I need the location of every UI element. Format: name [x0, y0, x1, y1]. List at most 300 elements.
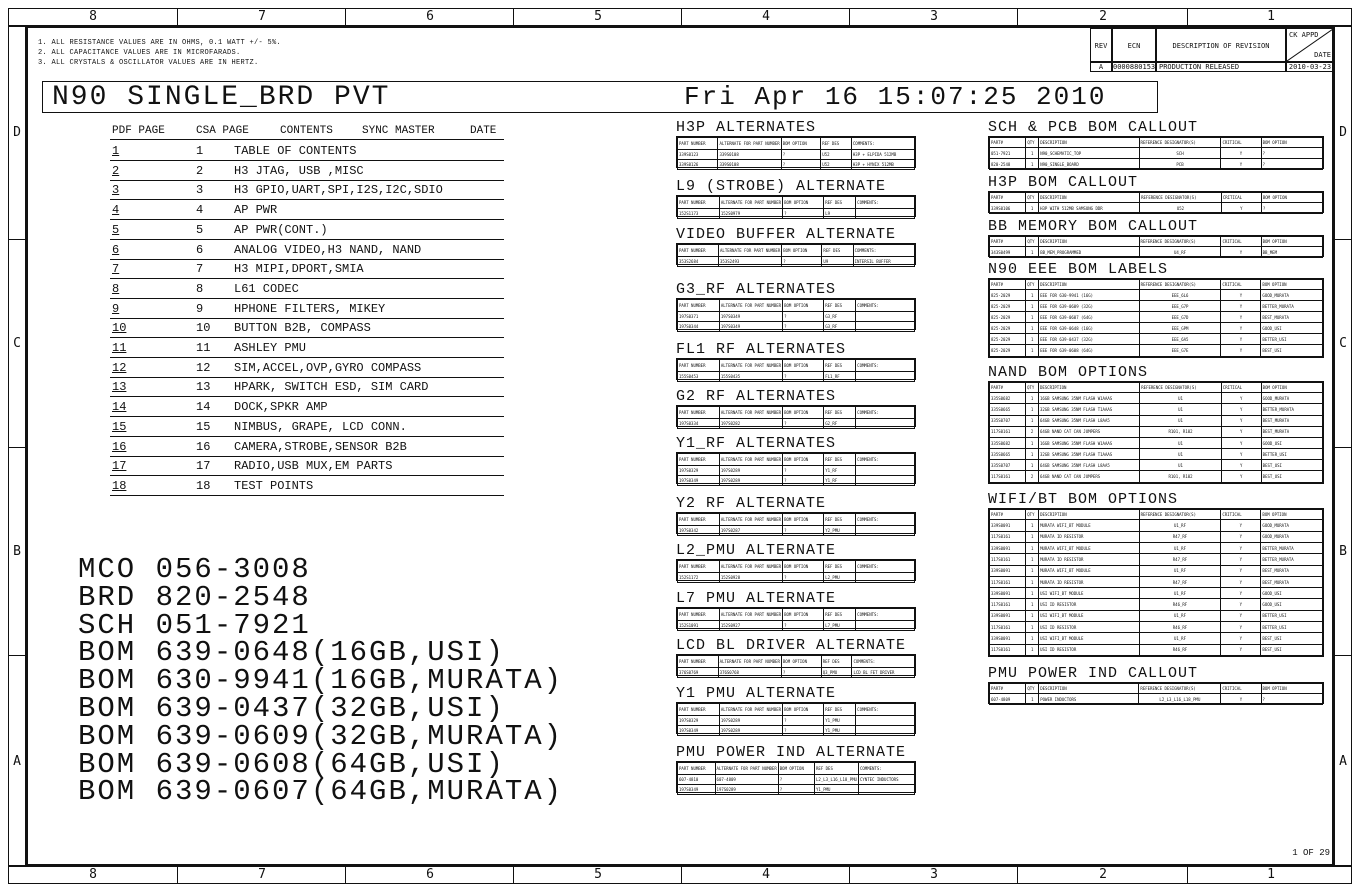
bom-cell: 1 — [1026, 301, 1039, 312]
alt-cell: 353S2684 — [678, 257, 719, 267]
bom-cell: BB_MEM_PROGRAMMED — [1039, 247, 1139, 258]
bom-cell: EEE FOR 639-0607 (64G) — [1039, 312, 1140, 323]
toc-pdf-page: 13 — [112, 380, 127, 395]
bom-cell: 825-2029 — [990, 323, 1026, 334]
alternate-table — [676, 405, 916, 427]
bom-cell: 1 — [1026, 599, 1039, 610]
alt-header-cell: ALTERNATE FOR PART NUMBER — [719, 245, 782, 257]
bom-cell: EEE FOR 639-0609 (32G) — [1039, 301, 1140, 312]
alternate-table — [676, 195, 916, 217]
bom-cell: BEST_USI — [1261, 471, 1322, 482]
bom-cell: GOOD_USI — [1261, 588, 1323, 599]
bom-header-cell: DESCRIPTION — [1039, 237, 1139, 247]
alternate-title: G3_RF ALTERNATES — [676, 281, 837, 298]
zone-strip-left — [8, 26, 26, 866]
toc-pdf-page: 17 — [112, 459, 127, 474]
bom-cell: 1 — [1026, 323, 1039, 334]
alt-header-cell: ALTERNATE FOR PART NUMBER — [719, 407, 782, 419]
alt-header-cell: COMMENTS: — [856, 407, 915, 419]
bom-cell: Y — [1221, 610, 1261, 621]
alt-header-cell: REF DES — [822, 245, 853, 257]
bom-cell: 335S0707 — [990, 460, 1026, 471]
bom-cell: ? — [1261, 148, 1322, 159]
alternate-table — [676, 358, 916, 380]
bom-callout-title: SCH & PCB BOM CALLOUT — [988, 119, 1199, 136]
alt-cell: 197S0371 — [678, 312, 720, 322]
alt-cell: ? — [783, 476, 824, 486]
alt-cell: G3_RF — [824, 312, 856, 322]
bom-cell: R46_RF — [1139, 599, 1221, 610]
toc-row — [110, 358, 504, 378]
toc-pdf-page: 4 — [112, 203, 120, 218]
zone-strip-right — [1334, 26, 1352, 866]
bom-cell: R47_RF — [1139, 554, 1221, 565]
bom-cell: 1 — [1026, 460, 1039, 471]
bom-header-cell: DESCRIPTION — [1039, 510, 1140, 520]
toc-row — [110, 180, 504, 200]
bom-cell: U1 — [1140, 415, 1222, 426]
alt-header-cell: BOM OPTION — [781, 138, 821, 150]
bom-callout-title: WIFI/BT BOM OPTIONS — [988, 491, 1179, 508]
alt-header-cell: PART NUMBER — [678, 138, 718, 150]
toc-csa-page: 4 — [196, 203, 204, 218]
alt-header-cell: PART NUMBER — [678, 514, 720, 526]
zone-label: 4 — [681, 9, 850, 25]
bom-header-cell: QTY — [1026, 280, 1039, 290]
bom-cell: 343S0499 — [990, 247, 1026, 258]
bom-callout-table — [988, 508, 1324, 657]
zone-label: 8 — [89, 9, 97, 24]
bom-cell: BEST_USI — [1261, 460, 1322, 471]
bom-cell: 2 — [1026, 471, 1039, 482]
bom-header-cell: BOM OPTION — [1261, 138, 1322, 148]
bom-header-cell: BOM OPTION — [1261, 280, 1323, 290]
bom-cell: 64GB NAND CAT CAN JUMPERS — [1038, 471, 1139, 482]
alternate-title: FL1 RF ALTERNATES — [676, 341, 847, 358]
alt-header-cell: PART NUMBER — [678, 300, 720, 312]
alt-header-cell: REF DES — [824, 407, 856, 419]
zone-label: 1 — [1187, 867, 1354, 883]
bom-cell: 1 — [1026, 633, 1039, 644]
alt-cell: Y1_RF — [824, 466, 856, 476]
timestamp: Fri Apr 16 15:07:25 2010 — [684, 82, 1107, 112]
toc-header-rule — [110, 139, 504, 140]
bom-cell: BETTER_MURATA — [1261, 404, 1322, 415]
alt-cell: L7_PMU — [824, 621, 856, 631]
bom-cell: Y — [1221, 290, 1261, 301]
toc-contents: H3 JTAG, USB ,MISC — [234, 163, 364, 178]
bom-header-cell: CRITICAL — [1221, 510, 1261, 520]
alternate-title: VIDEO BUFFER ALTERNATE — [676, 226, 897, 243]
alt-cell: 152S1172 — [678, 573, 720, 583]
bom-cell: GOOD_MURATA — [1261, 290, 1323, 301]
bom-cell: 339S0091 — [990, 633, 1026, 644]
zone-strip-top — [8, 8, 1352, 26]
toc-contents: RADIO,USB MUX,EM PARTS — [234, 459, 393, 474]
bom-cell: U1_RF — [1139, 565, 1221, 576]
bom-cell: 1 — [1026, 588, 1039, 599]
alternate-table — [676, 702, 916, 734]
revision-table — [1090, 28, 1334, 74]
bom-header-cell: REFERENCE DESIGNATOR(S) — [1139, 280, 1221, 290]
bom-cell: 1 — [1026, 404, 1039, 415]
toc-csa-page: 1 — [196, 144, 204, 158]
toc-contents: TEST POINTS — [234, 478, 314, 493]
bom-header-cell: BOM OPTION — [1261, 510, 1323, 520]
rev-header: REV — [1090, 28, 1112, 62]
alt-header-cell: ALTERNATE FOR PART NUMBER — [719, 609, 782, 621]
alternate-table — [676, 607, 916, 629]
alt-cell: ? — [781, 668, 821, 678]
bom-cell: POWER INDUCTORS — [1039, 694, 1139, 705]
toc-pdf-page: 9 — [112, 301, 120, 316]
toc-header-sync: SYNC MASTER — [362, 125, 435, 137]
alt-header-cell: BOM OPTION — [782, 245, 822, 257]
bom-header-cell: DESCRIPTION — [1039, 193, 1140, 203]
bom-cell: Y — [1221, 554, 1261, 565]
zone-label: 2 — [1017, 9, 1188, 25]
alt-header-cell: REF DES — [824, 300, 856, 312]
alt-cell: U52 — [821, 150, 852, 160]
bom-cell: BB_MEM — [1261, 247, 1322, 258]
note-line: 2. ALL CAPACITANCE VALUES ARE IN MICROFARADS. — [38, 49, 241, 57]
alt-cell: U9 — [822, 257, 853, 267]
bom-cell: BETTER_USI — [1261, 610, 1323, 621]
bom-callout-table — [988, 136, 1324, 169]
zone-label: B — [9, 447, 25, 656]
bom-callout-title: NAND BOM OPTIONS — [988, 364, 1149, 381]
bom-cell: 335S0682 — [990, 437, 1026, 448]
bom-cell: U1_RF — [1139, 520, 1221, 531]
alternate-table — [676, 559, 916, 581]
bom-cell: R101, R102 — [1140, 426, 1222, 437]
bom-cell: MURATA WIFI_BT MODULE — [1039, 542, 1140, 553]
toc-csa-page: 5 — [196, 222, 204, 237]
bom-cell: Y — [1221, 301, 1261, 312]
general-notes — [38, 38, 281, 68]
bom-cell: 117S0161 — [990, 622, 1026, 633]
bom-cell: 16GB SAMSUNG 35NM FLASH W1AAAS — [1038, 437, 1139, 448]
bom-cell: 117S0161 — [990, 471, 1026, 482]
zone-label: A — [9, 655, 25, 868]
alt-cell: 376S0769 — [678, 668, 719, 678]
bom-cell: N90_SCHEMATIC_TOP — [1039, 148, 1139, 159]
rev-value: A — [1090, 62, 1112, 72]
bom-cell: Y — [1221, 203, 1261, 214]
zone-label: 5 — [513, 9, 682, 25]
bom-header-cell: REFERENCE DESIGNATOR(S) — [1140, 193, 1222, 203]
bom-cell: 1 — [1026, 694, 1039, 705]
toc-header-date: DATE — [470, 125, 497, 137]
toc-pdf-page: 3 — [112, 183, 120, 198]
bom-cell: USI WIFI_BT MODULE — [1039, 633, 1140, 644]
bom-cell: USI WIFI_BT MODULE — [1039, 588, 1140, 599]
bom-cell: R101, R102 — [1140, 471, 1222, 482]
alt-cell: 197S0349 — [678, 785, 716, 795]
alternate-title: LCD BL DRIVER ALTERNATE — [676, 637, 907, 654]
zone-label: D — [1339, 125, 1347, 140]
bom-cell: Y — [1221, 323, 1261, 334]
bom-callout-table — [988, 235, 1324, 257]
toc-pdf-page: 2 — [112, 163, 120, 178]
part-number-line: BOM 639-0609(32GB,MURATA) — [78, 719, 564, 753]
bom-cell: Y — [1221, 426, 1261, 437]
toc-csa-page: 9 — [196, 301, 204, 316]
bom-cell: 339S0106 — [990, 203, 1026, 214]
alt-cell: 197S0289 — [719, 466, 782, 476]
toc-row — [110, 437, 504, 457]
bom-cell: 607-4809 — [990, 694, 1026, 705]
alt-cell: H3P + ELPIDA 512MB — [851, 150, 914, 160]
desc-value: PRODUCTION RELEASED — [1156, 62, 1286, 72]
bom-cell: 1 — [1026, 565, 1039, 576]
bom-header-cell: CRITICAL — [1221, 138, 1261, 148]
bom-cell: 1 — [1026, 334, 1039, 345]
toc-row — [110, 338, 504, 358]
bom-cell: U1_RF — [1139, 588, 1221, 599]
bom-cell: 335S0665 — [990, 404, 1026, 415]
bom-cell: GOOD_MURATA — [1261, 531, 1323, 542]
alt-cell: Y1_PMU — [824, 726, 856, 736]
alt-header-cell: COMMENTS: — [852, 656, 915, 668]
alt-header-cell: ALTERNATE FOR PART NUMBER — [718, 656, 781, 668]
bom-header-cell: PART# — [990, 193, 1026, 203]
alt-cell: U52 — [821, 160, 852, 170]
alternate-title: G2 RF ALTERNATES — [676, 388, 837, 405]
alt-cell — [856, 322, 915, 332]
bom-cell: Y — [1221, 576, 1261, 587]
bom-header-cell: REFERENCE DESIGNATOR(S) — [1140, 383, 1222, 393]
alternate-table — [676, 298, 916, 330]
bom-cell: 1 — [1026, 449, 1039, 460]
alt-cell: G3_RF — [824, 322, 856, 332]
bom-cell: 117S0161 — [990, 426, 1026, 437]
alt-cell: Y1_RF — [824, 476, 856, 486]
toc-csa-page: 14 — [196, 400, 211, 415]
alt-header-cell: COMMENTS: — [856, 197, 915, 209]
alt-header-cell: PART NUMBER — [678, 561, 720, 573]
bom-header-cell: DESCRIPTION — [1038, 383, 1139, 393]
bom-cell: 825-2029 — [990, 345, 1026, 356]
desc-header: DESCRIPTION OF REVISION — [1156, 28, 1286, 62]
alt-header-cell: ALTERNATE FOR PART NUMBER — [719, 454, 782, 466]
alt-cell: 197S0287 — [719, 526, 782, 536]
toc-csa-page: 11 — [196, 341, 211, 355]
bom-cell: EEE_6L6 — [1139, 290, 1221, 301]
bom-cell: GOOD_USI — [1261, 323, 1323, 334]
toc-csa-page: 7 — [196, 262, 204, 277]
alt-cell: ? — [781, 160, 821, 170]
alternate-title: Y1_RF ALTERNATES — [676, 435, 837, 452]
alt-cell: 197S0289 — [715, 785, 778, 795]
note-line: 1. ALL RESISTANCE VALUES ARE IN OHMS, 0.1 WATT +/- 5%. — [38, 39, 282, 47]
alternate-table — [676, 136, 916, 168]
alt-header-cell: BOM OPTION — [778, 763, 814, 775]
ecn-header: ECN — [1112, 28, 1156, 62]
bom-cell: 1 — [1026, 345, 1039, 356]
zone-label: 4 — [681, 867, 850, 883]
bom-cell: 64GB SAMSUNG 35NM FLASH L8AA5 — [1038, 460, 1139, 471]
bom-header-cell: CRITICAL — [1221, 684, 1261, 694]
bom-header-cell: CRITICAL — [1221, 193, 1261, 203]
bom-cell: SCH — [1139, 148, 1221, 159]
bom-cell: Y — [1221, 148, 1261, 159]
bom-cell: USI WIFI_BT MODULE — [1039, 610, 1140, 621]
bom-cell: BEST_USI — [1261, 644, 1323, 655]
bom-cell: Y — [1221, 694, 1261, 705]
bom-cell: EEE_GPM — [1139, 323, 1221, 334]
bom-cell: ? — [1261, 203, 1322, 214]
bom-header-cell: REFERENCE DESIGNATOR(S) — [1139, 237, 1221, 247]
alt-cell: 152S0928 — [719, 573, 782, 583]
alt-cell: 197S0289 — [719, 716, 782, 726]
alt-cell: L9 — [824, 209, 856, 219]
alt-cell: 197S0349 — [719, 322, 782, 332]
bom-cell: EEE FOR 639-0608 (64G) — [1039, 345, 1140, 356]
toc-contents: AP PWR(CONT.) — [234, 222, 328, 237]
alt-header-cell: COMMENTS: — [856, 704, 915, 716]
bom-callout-title: N90 EEE BOM LABELS — [988, 261, 1169, 278]
part-number-line: BRD 820-2548 — [78, 580, 311, 614]
alt-header-cell: BOM OPTION — [783, 197, 824, 209]
toc-contents: H3 GPIO,UART,SPI,I2S,I2C,SDIO — [234, 183, 443, 198]
alt-header-cell: BOM OPTION — [783, 407, 824, 419]
bom-cell: Y — [1221, 312, 1261, 323]
bom-cell: BETTER_MURATA — [1261, 554, 1323, 565]
alt-header-cell: COMMENTS: — [856, 300, 915, 312]
toc-contents: BUTTON B2B, COMPASS — [234, 321, 371, 336]
zone-strip-bottom — [8, 866, 1352, 884]
alt-cell: ? — [783, 419, 824, 429]
bom-header-cell: DESCRIPTION — [1039, 684, 1139, 694]
alt-cell: CYNTEC INDUCTORS — [858, 775, 914, 785]
alt-cell: ? — [783, 726, 824, 736]
alt-header-cell: COMMENTS: — [856, 360, 915, 372]
toc-pdf-page: 8 — [112, 281, 120, 296]
part-number-line: BOM 639-0648(16GB,USI) — [78, 636, 505, 670]
alt-cell: 607-4809 — [715, 775, 778, 785]
bom-cell: U1_RF — [1139, 633, 1221, 644]
alt-cell: 353S2493 — [719, 257, 782, 267]
bom-cell: Y — [1221, 415, 1261, 426]
alt-cell: 155S0435 — [719, 372, 782, 382]
bom-cell: 1 — [1026, 415, 1039, 426]
bom-cell: 64GB SAMSUNG 35NM FLASH L8AA5 — [1038, 415, 1139, 426]
bom-cell: ? — [1261, 159, 1322, 170]
bom-header-cell: QTY — [1026, 138, 1039, 148]
toc-row — [110, 240, 504, 260]
alt-header-cell: REF DES — [824, 360, 856, 372]
bom-cell: 339S0091 — [990, 542, 1026, 553]
alt-header-cell: REF DES — [824, 514, 856, 526]
bom-cell: 117S0161 — [990, 599, 1026, 610]
toc-csa-page: 13 — [196, 380, 211, 395]
zone-label: C — [1335, 239, 1351, 448]
toc-csa-page: 10 — [196, 321, 211, 336]
alt-header-cell: ALTERNATE FOR PART NUMBER — [719, 197, 782, 209]
toc-contents: ASHLEY PMU — [234, 341, 307, 355]
alternate-title: L2_PMU ALTERNATE — [676, 542, 837, 559]
alt-header-cell: COMMENTS: — [856, 609, 915, 621]
zone-label: 8 — [89, 867, 97, 882]
alt-cell: 197S0329 — [678, 466, 720, 476]
alt-header-cell: BOM OPTION — [783, 300, 824, 312]
alt-cell: 197S0334 — [678, 419, 720, 429]
bom-cell: 32GB SAMSUNG 35NM FLASH T1AAAS — [1038, 449, 1139, 460]
alt-cell: 152S0927 — [719, 621, 782, 631]
toc-pdf-page: 18 — [112, 478, 127, 493]
alt-header-cell: COMMENTS: — [856, 561, 915, 573]
alt-cell: 152S1091 — [678, 621, 720, 631]
alt-cell — [858, 785, 914, 795]
bom-cell: 2 — [1026, 426, 1039, 437]
bom-header-cell: CRITICAL — [1221, 383, 1261, 393]
bom-cell: Y — [1221, 644, 1261, 655]
alt-cell: LCD BL FET DRIVER — [852, 668, 915, 678]
zone-label: B — [1335, 447, 1351, 656]
bom-cell: 32GB SAMSUNG 35NM FLASH T1AAAS — [1038, 404, 1139, 415]
zone-label: 1 — [1187, 9, 1354, 25]
alt-cell — [856, 312, 915, 322]
alt-cell: ? — [783, 526, 824, 536]
alt-header-cell: PART NUMBER — [678, 245, 719, 257]
toc-contents: DOCK,SPKR AMP — [234, 400, 328, 415]
bom-cell: ? — [1261, 694, 1322, 705]
bom-callout-table — [988, 682, 1324, 704]
alt-cell: ? — [783, 716, 824, 726]
bom-cell: Y — [1221, 520, 1261, 531]
bom-cell: U1_RF — [1139, 610, 1221, 621]
bom-header-cell: DESCRIPTION — [1039, 280, 1140, 290]
toc-row — [110, 417, 504, 437]
alt-cell: ? — [783, 573, 824, 583]
bom-callout-title: H3P BOM CALLOUT — [988, 174, 1139, 191]
toc-contents: SIM,ACCEL,OVP,GYRO COMPASS — [234, 360, 422, 375]
bom-cell: 825-2029 — [990, 312, 1026, 323]
alt-cell: 152S0979 — [719, 209, 782, 219]
bom-cell: Y — [1221, 471, 1261, 482]
zone-label: 5 — [513, 867, 682, 883]
bom-callout-table — [988, 191, 1324, 213]
alt-header-cell: REF DES — [824, 561, 856, 573]
date-label: DATE — [1314, 51, 1331, 59]
toc-csa-page: 16 — [196, 439, 211, 454]
part-number-line: BOM 639-0608(64GB,USI) — [78, 747, 505, 781]
bom-callout-title: PMU POWER IND CALLOUT — [988, 665, 1199, 682]
alt-header-cell: PART NUMBER — [678, 763, 716, 775]
alt-cell: FL1_RF — [824, 372, 856, 382]
toc-row — [110, 299, 504, 319]
bom-cell: BEST_MURATA — [1261, 426, 1322, 437]
toc-csa-page: 2 — [196, 163, 204, 178]
bom-cell: 117S0161 — [990, 576, 1026, 587]
alternate-title: H3P ALTERNATES — [676, 119, 817, 136]
bom-cell: 117S0161 — [990, 554, 1026, 565]
bom-cell: Y — [1221, 449, 1261, 460]
bom-cell: BEST_MURATA — [1261, 576, 1323, 587]
toc-csa-page: 3 — [196, 183, 204, 198]
bom-cell: Y — [1221, 334, 1261, 345]
bom-cell: Y — [1221, 633, 1261, 644]
alt-header-cell: PART NUMBER — [678, 197, 720, 209]
alt-header-cell: COMMENTS: — [858, 763, 914, 775]
zone-label: C — [9, 239, 25, 448]
alt-header-cell: ALTERNATE FOR PART NUMBER — [715, 763, 778, 775]
bom-cell: EEE FOR 630-9941 (16G) — [1039, 290, 1140, 301]
alt-header-cell: PART NUMBER — [678, 454, 720, 466]
bom-cell: U1 — [1140, 449, 1222, 460]
bom-cell: L2_L3_L16_L18_PMU — [1139, 694, 1221, 705]
